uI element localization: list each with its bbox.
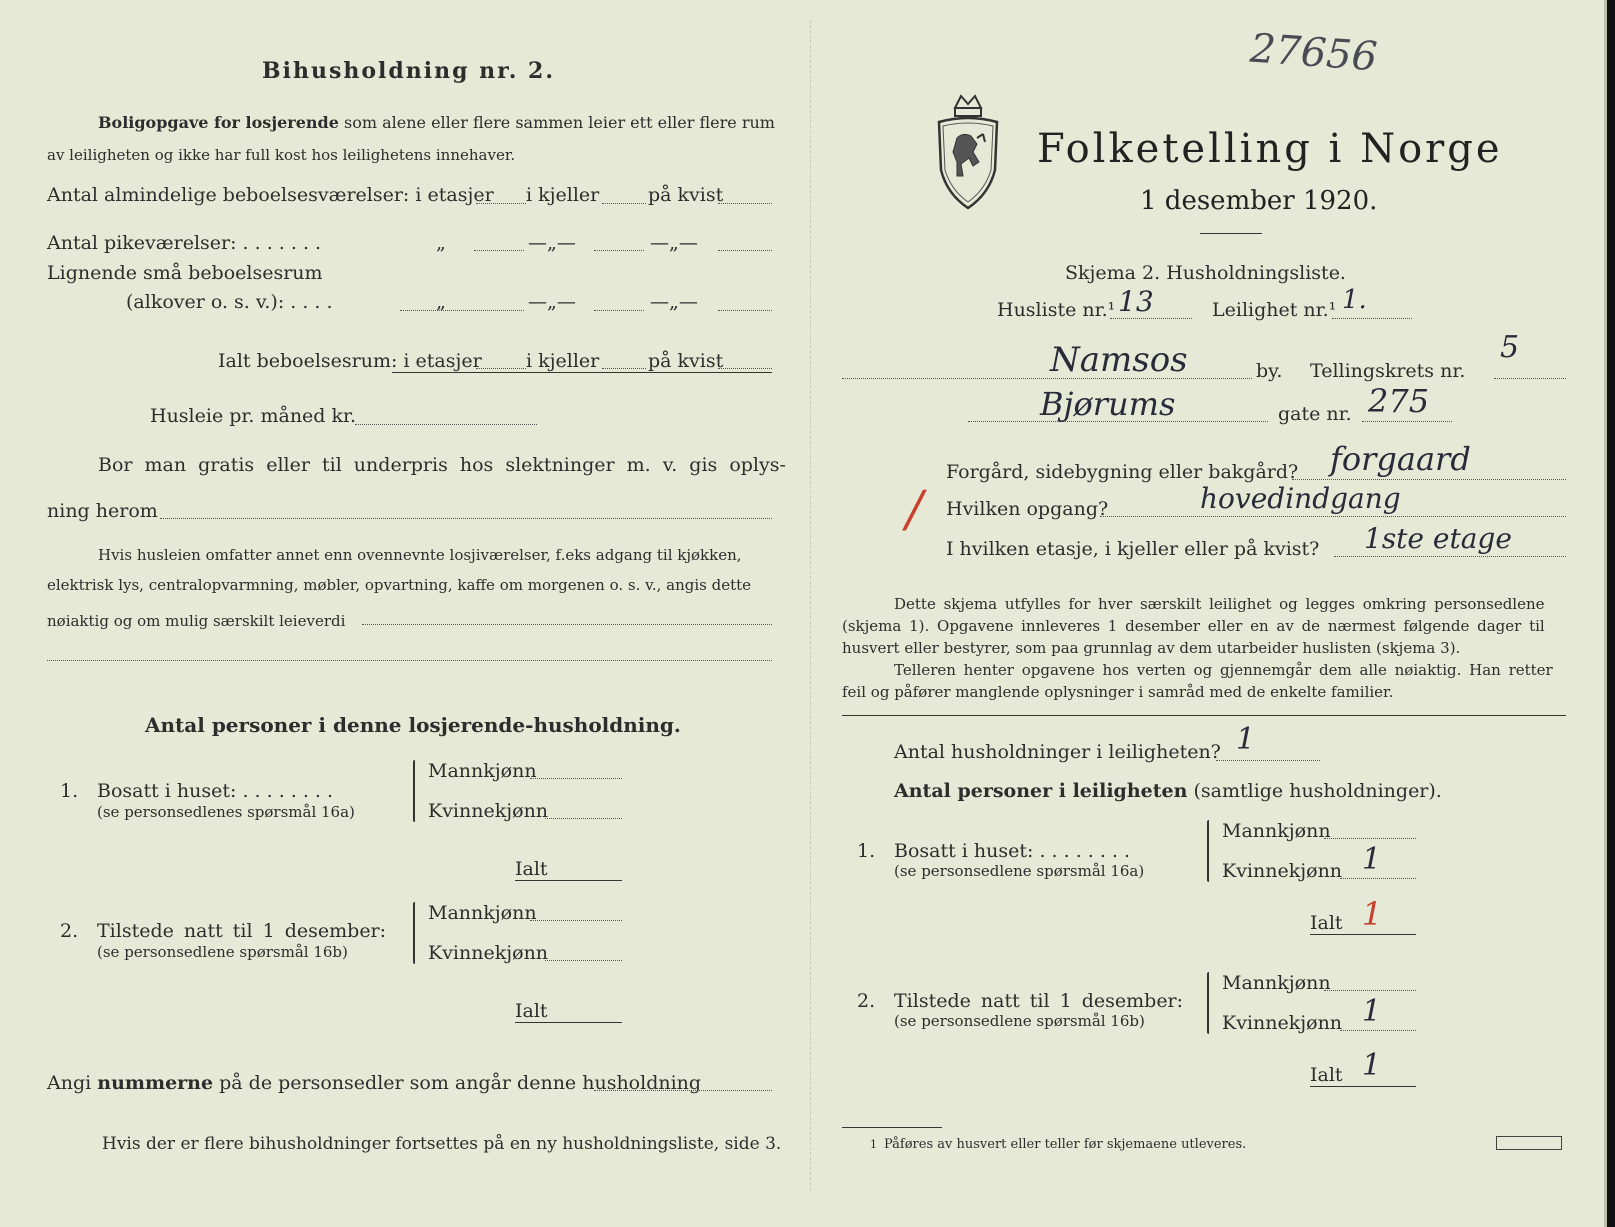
left-footer: Hvis der er flere bihusholdninger fortsettes på en ny husholdningsliste, side 3. <box>102 1134 782 1154</box>
left-q1-ialt: Ialt <box>515 858 548 880</box>
left-q1-kvinne-field[interactable] <box>545 818 622 819</box>
ialt-kvist-field[interactable] <box>718 368 772 369</box>
left-q2-brace <box>413 902 415 964</box>
right-q1-ialt-rule <box>1310 934 1416 935</box>
right-q2-ialt-value: 1 <box>1362 1048 1382 1083</box>
lignende-label-2: (alkover o. s. v.): . . . . <box>126 291 333 313</box>
pike-ditto: „ <box>436 232 446 254</box>
forgard-label: Forgård, sidebygning eller bakgård? <box>946 461 1299 483</box>
husliste-value: 13 <box>1118 285 1154 318</box>
angi-field[interactable] <box>594 1090 772 1091</box>
left-q2-ialt: Ialt <box>515 1000 548 1022</box>
ialt-rooms-label: Ialt beboelsesrum: i etasjer <box>218 350 482 372</box>
instr-line-1: Dette skjema utfylles for hver særskilt leilighet og legges omkring personsedlene <box>894 595 1545 613</box>
right-q2-brace <box>1207 972 1209 1034</box>
page-fold <box>810 20 811 1190</box>
rooms-etasjer-field[interactable] <box>476 203 526 204</box>
husliste-label: Husliste nr.¹ <box>997 299 1116 321</box>
skjema-label: Skjema 2. Husholdningsliste. <box>1065 262 1346 284</box>
right-q2-kvinne-field[interactable] <box>1340 1030 1416 1031</box>
pike-etasjer-field[interactable] <box>474 250 524 251</box>
right-q1-mann: Mannkjønn <box>1222 820 1331 842</box>
by-value: Namsos <box>1050 340 1188 380</box>
antal-hush-label: Antal husholdninger i leiligheten? <box>894 741 1221 763</box>
pike-kjeller-field[interactable] <box>594 250 644 251</box>
right-q2-mann-field[interactable] <box>1324 990 1416 991</box>
left-q1-mann: Mannkjønn <box>428 760 537 782</box>
gratis-line-2: ning herom <box>47 500 158 522</box>
left-q2-kvinne-field[interactable] <box>545 960 622 961</box>
gate-label: gate nr. <box>1278 403 1352 425</box>
pike-ditto-3: —„— <box>650 232 698 254</box>
rooms-kvist-label: på kvist <box>648 184 724 206</box>
instr-line-4: Telleren henter opgavene hos verten og gjennemgår dem alle nøiaktig. Han retter <box>894 661 1553 679</box>
rooms-kvist-field[interactable] <box>718 203 772 204</box>
lignende-kjeller-field[interactable] <box>594 310 644 311</box>
right-q1-sub: (se personsedlene spørsmål 16a) <box>894 862 1145 880</box>
lignende-ditto-2: —„— <box>528 291 576 313</box>
left-q2-label: Tilstede natt til 1 desember: <box>97 920 387 942</box>
right-q1-label: Bosatt i huset: . . . . . . . . <box>894 840 1131 862</box>
instr-line-5: feil og påfører manglende oplysninger i samråd med de enkelte familier. <box>842 683 1394 701</box>
antal-hush-field[interactable] <box>1216 760 1320 761</box>
tellingskrets-value: 5 <box>1500 330 1520 365</box>
right-q1-kvinne: Kvinnekjønn <box>1222 860 1343 882</box>
left-q2-num: 2. <box>60 920 79 942</box>
right-q2-ialt: Ialt <box>1310 1064 1343 1086</box>
etasje-value: 1ste etage <box>1364 522 1512 555</box>
leieverdi-field[interactable] <box>362 624 772 625</box>
ialt-kjeller-label: i kjeller <box>526 350 600 372</box>
lignende-ditto-3: —„— <box>650 291 698 313</box>
left-q1-brace <box>413 760 415 822</box>
right-q2-sub: (se personsedlene spørsmål 16b) <box>894 1012 1145 1030</box>
right-q1-ialt-value: 1 <box>1362 895 1383 933</box>
lignende-kvist-field[interactable] <box>718 310 772 311</box>
footnote-text: Påføres av husvert eller teller før skjemaene utleveres. <box>884 1137 1247 1152</box>
leieverdi-field-2[interactable] <box>47 660 772 661</box>
hvis-line-3: nøiaktig og om mulig særskilt leieverdi <box>47 612 346 630</box>
tellingskrets-field[interactable] <box>1494 378 1566 379</box>
gate-nr-field[interactable] <box>1362 421 1452 422</box>
lignende-label-1: Lignende små beboelsesrum <box>47 262 323 284</box>
left-q2-kvinne: Kvinnekjønn <box>428 942 549 964</box>
instr-line-2: (skjema 1). Opgavene innleveres 1 desember eller en av de nærmest følgende dager til <box>842 617 1545 635</box>
left-q2-mann-field[interactable] <box>530 920 622 921</box>
rooms-label: Antal almindelige beboelsesværelser: i etasjer <box>47 184 494 206</box>
intro-rest-1: som alene eller flere sammen leier ett eller flere rum <box>343 113 775 132</box>
lignende-ditto: „ <box>436 291 446 313</box>
ialt-kvist-label: på kvist <box>648 350 724 372</box>
opgang-label: Hvilken opgang? <box>946 498 1109 520</box>
pike-label: Antal pikeværelser: . . . . . . . <box>47 232 322 254</box>
left-q2-mann: Mannkjønn <box>428 902 537 924</box>
hvis-line-1: Hvis husleien omfatter annet enn ovennevnte losjiværelser, f.eks adgang til kjøkken, <box>98 546 742 564</box>
right-q2-mann: Mannkjønn <box>1222 972 1331 994</box>
antal-hush-value: 1 <box>1236 722 1256 757</box>
lignende-etasjer-field[interactable] <box>400 310 524 311</box>
red-check-mark: / <box>906 480 923 538</box>
opgang-field[interactable] <box>1100 516 1566 517</box>
husleie-field[interactable] <box>355 424 537 425</box>
archive-number: 27656 <box>1248 25 1379 81</box>
ialt-rooms-rule <box>392 372 772 373</box>
right-q2-kvinne: Kvinnekjønn <box>1222 1012 1343 1034</box>
right-q1-num: 1. <box>857 840 876 862</box>
leilighet-value: 1. <box>1342 285 1367 315</box>
printer-mark-icon <box>1496 1136 1562 1150</box>
leilighet-field[interactable] <box>1332 318 1412 319</box>
by-field[interactable] <box>842 378 1252 379</box>
gate-nr-value: 275 <box>1368 382 1430 420</box>
opgang-value: hovedindgang <box>1200 482 1401 515</box>
gratis-line-1: Bor man gratis eller til underpris hos slektninger m. v. gis oplys- <box>98 454 786 476</box>
left-q1-sub: (se personsedlenes spørsmål 16a) <box>97 803 355 821</box>
leilighet-label: Leilighet nr.¹ <box>1212 299 1337 321</box>
right-q1-brace <box>1207 820 1209 882</box>
etasje-field[interactable] <box>1334 556 1566 557</box>
coat-of-arms-icon <box>933 90 1003 212</box>
gratis-field[interactable] <box>160 518 772 519</box>
antal-pers-rest: (samtlige husholdninger). <box>1193 780 1442 802</box>
rooms-kjeller-label: i kjeller <box>526 184 600 206</box>
right-q2-label: Tilstede natt til 1 desember: <box>894 990 1184 1012</box>
hvis-line-2: elektrisk lys, centralopvarmning, møbler, opvartning, kaffe om morgenen o. s. v., angis dette <box>47 576 752 594</box>
husleie-label: Husleie pr. måned kr. <box>150 405 357 427</box>
instr-rule <box>842 715 1566 716</box>
right-q2-kvinne-value: 1 <box>1362 994 1382 1029</box>
angi-bold: nummerne <box>97 1072 214 1094</box>
husliste-field[interactable] <box>1110 318 1192 319</box>
pike-kvist-field[interactable] <box>718 250 772 251</box>
right-q1-mann-field[interactable] <box>1324 838 1416 839</box>
pike-ditto-2: —„— <box>528 232 576 254</box>
antal-pers-bold: Antal personer i leiligheten <box>894 780 1188 802</box>
right-q1-ialt: Ialt <box>1310 912 1343 934</box>
left-q1-num: 1. <box>60 780 79 802</box>
ialt-kjeller-field[interactable] <box>602 368 646 369</box>
forgard-value: forgaard <box>1330 440 1471 478</box>
rooms-kjeller-field[interactable] <box>602 203 646 204</box>
intro-bold: Boligopgave for losjerende <box>98 113 339 132</box>
tellingskrets-label: Tellingskrets nr. <box>1310 360 1466 382</box>
title-rule <box>1200 233 1262 234</box>
gate-value: Bjørums <box>1040 385 1176 423</box>
antal-pers-line <box>894 780 1442 802</box>
instr-line-3: husvert eller bestyrer, som paa grunnlag av dem utarbeider huslisten (skjema 3). <box>842 639 1461 657</box>
angi-prefix: Angi <box>47 1072 92 1094</box>
forgard-field[interactable] <box>1292 479 1566 480</box>
intro-line-1 <box>98 113 775 132</box>
ialt-etasjer-field[interactable] <box>476 368 526 369</box>
left-q2-sub: (se personsedlene spørsmål 16b) <box>97 943 348 961</box>
intro-line-2: av leiligheten og ikke har full kost hos leilighetens innehaver. <box>47 146 516 164</box>
footnote-rule <box>842 1127 942 1128</box>
right-q2-num: 2. <box>857 990 876 1012</box>
etasje-label: I hvilken etasje, i kjeller eller på kvist? <box>946 538 1320 560</box>
footnote-mark: 1 <box>870 1138 877 1151</box>
form-title: Folketelling i Norge <box>1037 126 1503 172</box>
right-q1-kvinne-field[interactable] <box>1340 878 1416 879</box>
left-q2-ialt-rule <box>515 1022 622 1023</box>
by-label: by. <box>1256 360 1283 382</box>
form-date: 1 desember 1920. <box>1140 186 1378 216</box>
right-q1-kvinne-value: 1 <box>1362 842 1382 877</box>
left-q1-kvinne: Kvinnekjønn <box>428 800 549 822</box>
left-antal-heading: Antal personer i denne losjerende-husholdning. <box>145 713 681 737</box>
left-q1-mann-field[interactable] <box>530 778 622 779</box>
left-heading: Bihusholdning nr. 2. <box>262 58 555 84</box>
angi-rest: på de personsedler som angår denne husholdning <box>219 1072 702 1094</box>
left-q1-label: Bosatt i huset: . . . . . . . . <box>97 780 334 802</box>
right-q2-ialt-rule <box>1310 1086 1416 1087</box>
left-q1-ialt-rule <box>515 880 622 881</box>
